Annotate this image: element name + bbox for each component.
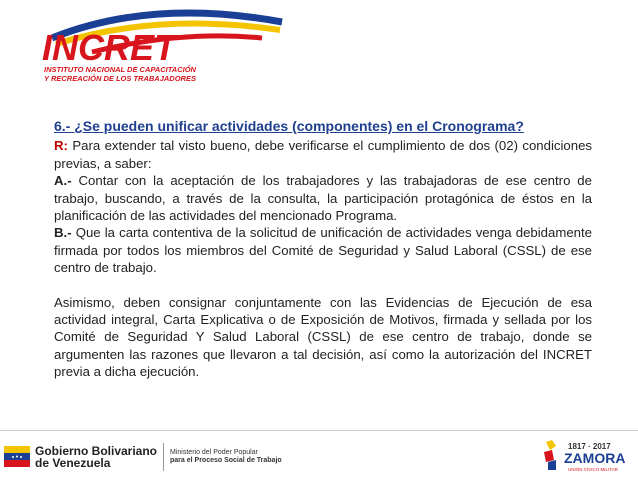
- answer-text: Para extender tal visto bueno, debe verificarse el cumplimiento de dos (02) condiciones previas, a saber:: [54, 138, 593, 171]
- venezuela-flag-icon: [4, 444, 30, 470]
- answer-paragraph: [54, 137, 592, 172]
- faq-content: [54, 118, 592, 381]
- condition-b-label: B.-: [54, 225, 72, 241]
- answer-label: R:: [54, 138, 68, 154]
- ministry-line-2: para el Proceso Social de Trabajo: [170, 457, 282, 464]
- ministry-line-1: Ministerio del Poder Popular: [170, 449, 258, 456]
- gov-line-2: de Venezuela: [35, 456, 111, 470]
- incret-logo: [32, 8, 292, 88]
- question-title: 6.- ¿Se pueden unificar actividades (componentes) en el Cronograma?: [54, 118, 524, 134]
- logo-line-1: INSTITUTO NACIONAL DE CAPACITACIÓN: [44, 65, 196, 74]
- logo-wordmark: INCRET: [42, 27, 176, 68]
- zamora-name: ZAMORA: [564, 450, 626, 466]
- government-footer: [4, 440, 282, 474]
- footer-separator: [163, 443, 164, 471]
- zamora-subtitle: UNIÓN CÍVICO MILITAR: [568, 467, 618, 472]
- condition-a-label: A.-: [54, 173, 72, 189]
- gov-line-1: Gobierno Bolivariano: [35, 444, 158, 458]
- closing-paragraph: Asimismo, deben consignar conjuntamente con las Evidencias de Ejecución de esa actividad integral, Carta Explicativa o de Exposición de Motivos, firmada y sellada por los Comité de Seguridad Y Salud Laboral (CSSL) de ese centro de trabajo, donde se argumenten las razones que llevaron a tal decisión, así como la autorización del INCRET previa a dicha ejecución.: [54, 294, 592, 380]
- zamora-years: 1817 · 2017: [568, 442, 611, 451]
- footer-divider: [0, 430, 638, 431]
- condition-a: [54, 172, 592, 224]
- condition-b: [54, 224, 592, 276]
- zamora-logo: [542, 438, 632, 476]
- logo-line-2: Y RECREACIÓN DE LOS TRABAJADORES: [44, 74, 196, 83]
- condition-a-text: Contar con la aceptación de los trabajadores y las trabajadoras de ese centro de trabajo, buscando, a través de la consulta, la participación protagónica de éstos en la planificación de las actividades del mencionado Programa.: [54, 173, 592, 224]
- condition-b-text: Que la carta contentiva de la solicitud de unificación de actividades venga debidamente firmada por todos los miembros del Comité de Seguridad y Salud Laboral (CSSL) de ese centro de trabajo.: [54, 225, 592, 276]
